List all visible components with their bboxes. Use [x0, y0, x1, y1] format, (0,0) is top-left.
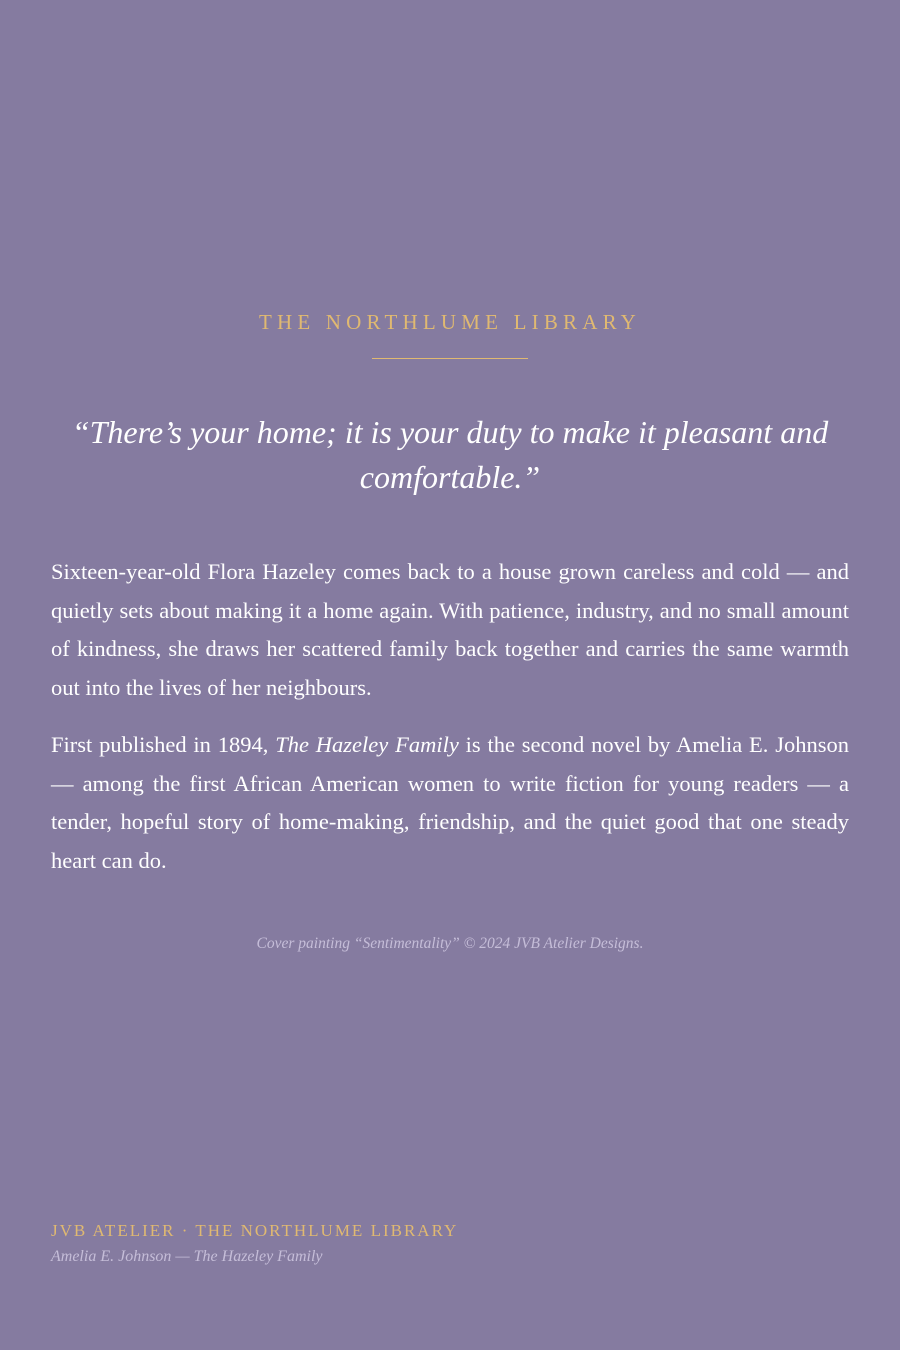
cover-credit: Cover painting “Sentimentality” © 2024 JVB Atelier Designs.: [256, 935, 644, 952]
blurb-paragraph-2: [51, 726, 849, 881]
footer-byline: Amelia E. Johnson — The Hazeley Family: [51, 1248, 323, 1265]
footer-imprint: JVB ATELIER · THE NORTHLUME LIBRARY: [51, 1221, 459, 1240]
series-title: THE NORTHLUME LIBRARY: [258, 310, 642, 334]
blurb-paragraph-1: Sixteen-year-old Flora Hazeley comes back to a house grown careless and cold — and quietly sets about making it a home again. With patience, industry, and no small amount of kindness, she draws her scattered family back together and carries the same warmth out into the lives of her neighbours.: [51, 559, 849, 701]
book-title-italic: The Hazeley Family: [275, 732, 459, 757]
blurb-paragraph-2-rest: is the second novel by Amelia E. Johnson — among the first African American women to write fiction for young readers — a tender, hopeful story of home-making, friendship, and the quiet good that one steady heart can do.: [51, 732, 850, 874]
blurb-paragraph-2-intro: First published in 1894,: [51, 732, 276, 757]
title-divider: [372, 358, 528, 359]
pull-quote: “There’s your home; it is your duty to make it pleasant and comfortable.”: [71, 414, 829, 495]
